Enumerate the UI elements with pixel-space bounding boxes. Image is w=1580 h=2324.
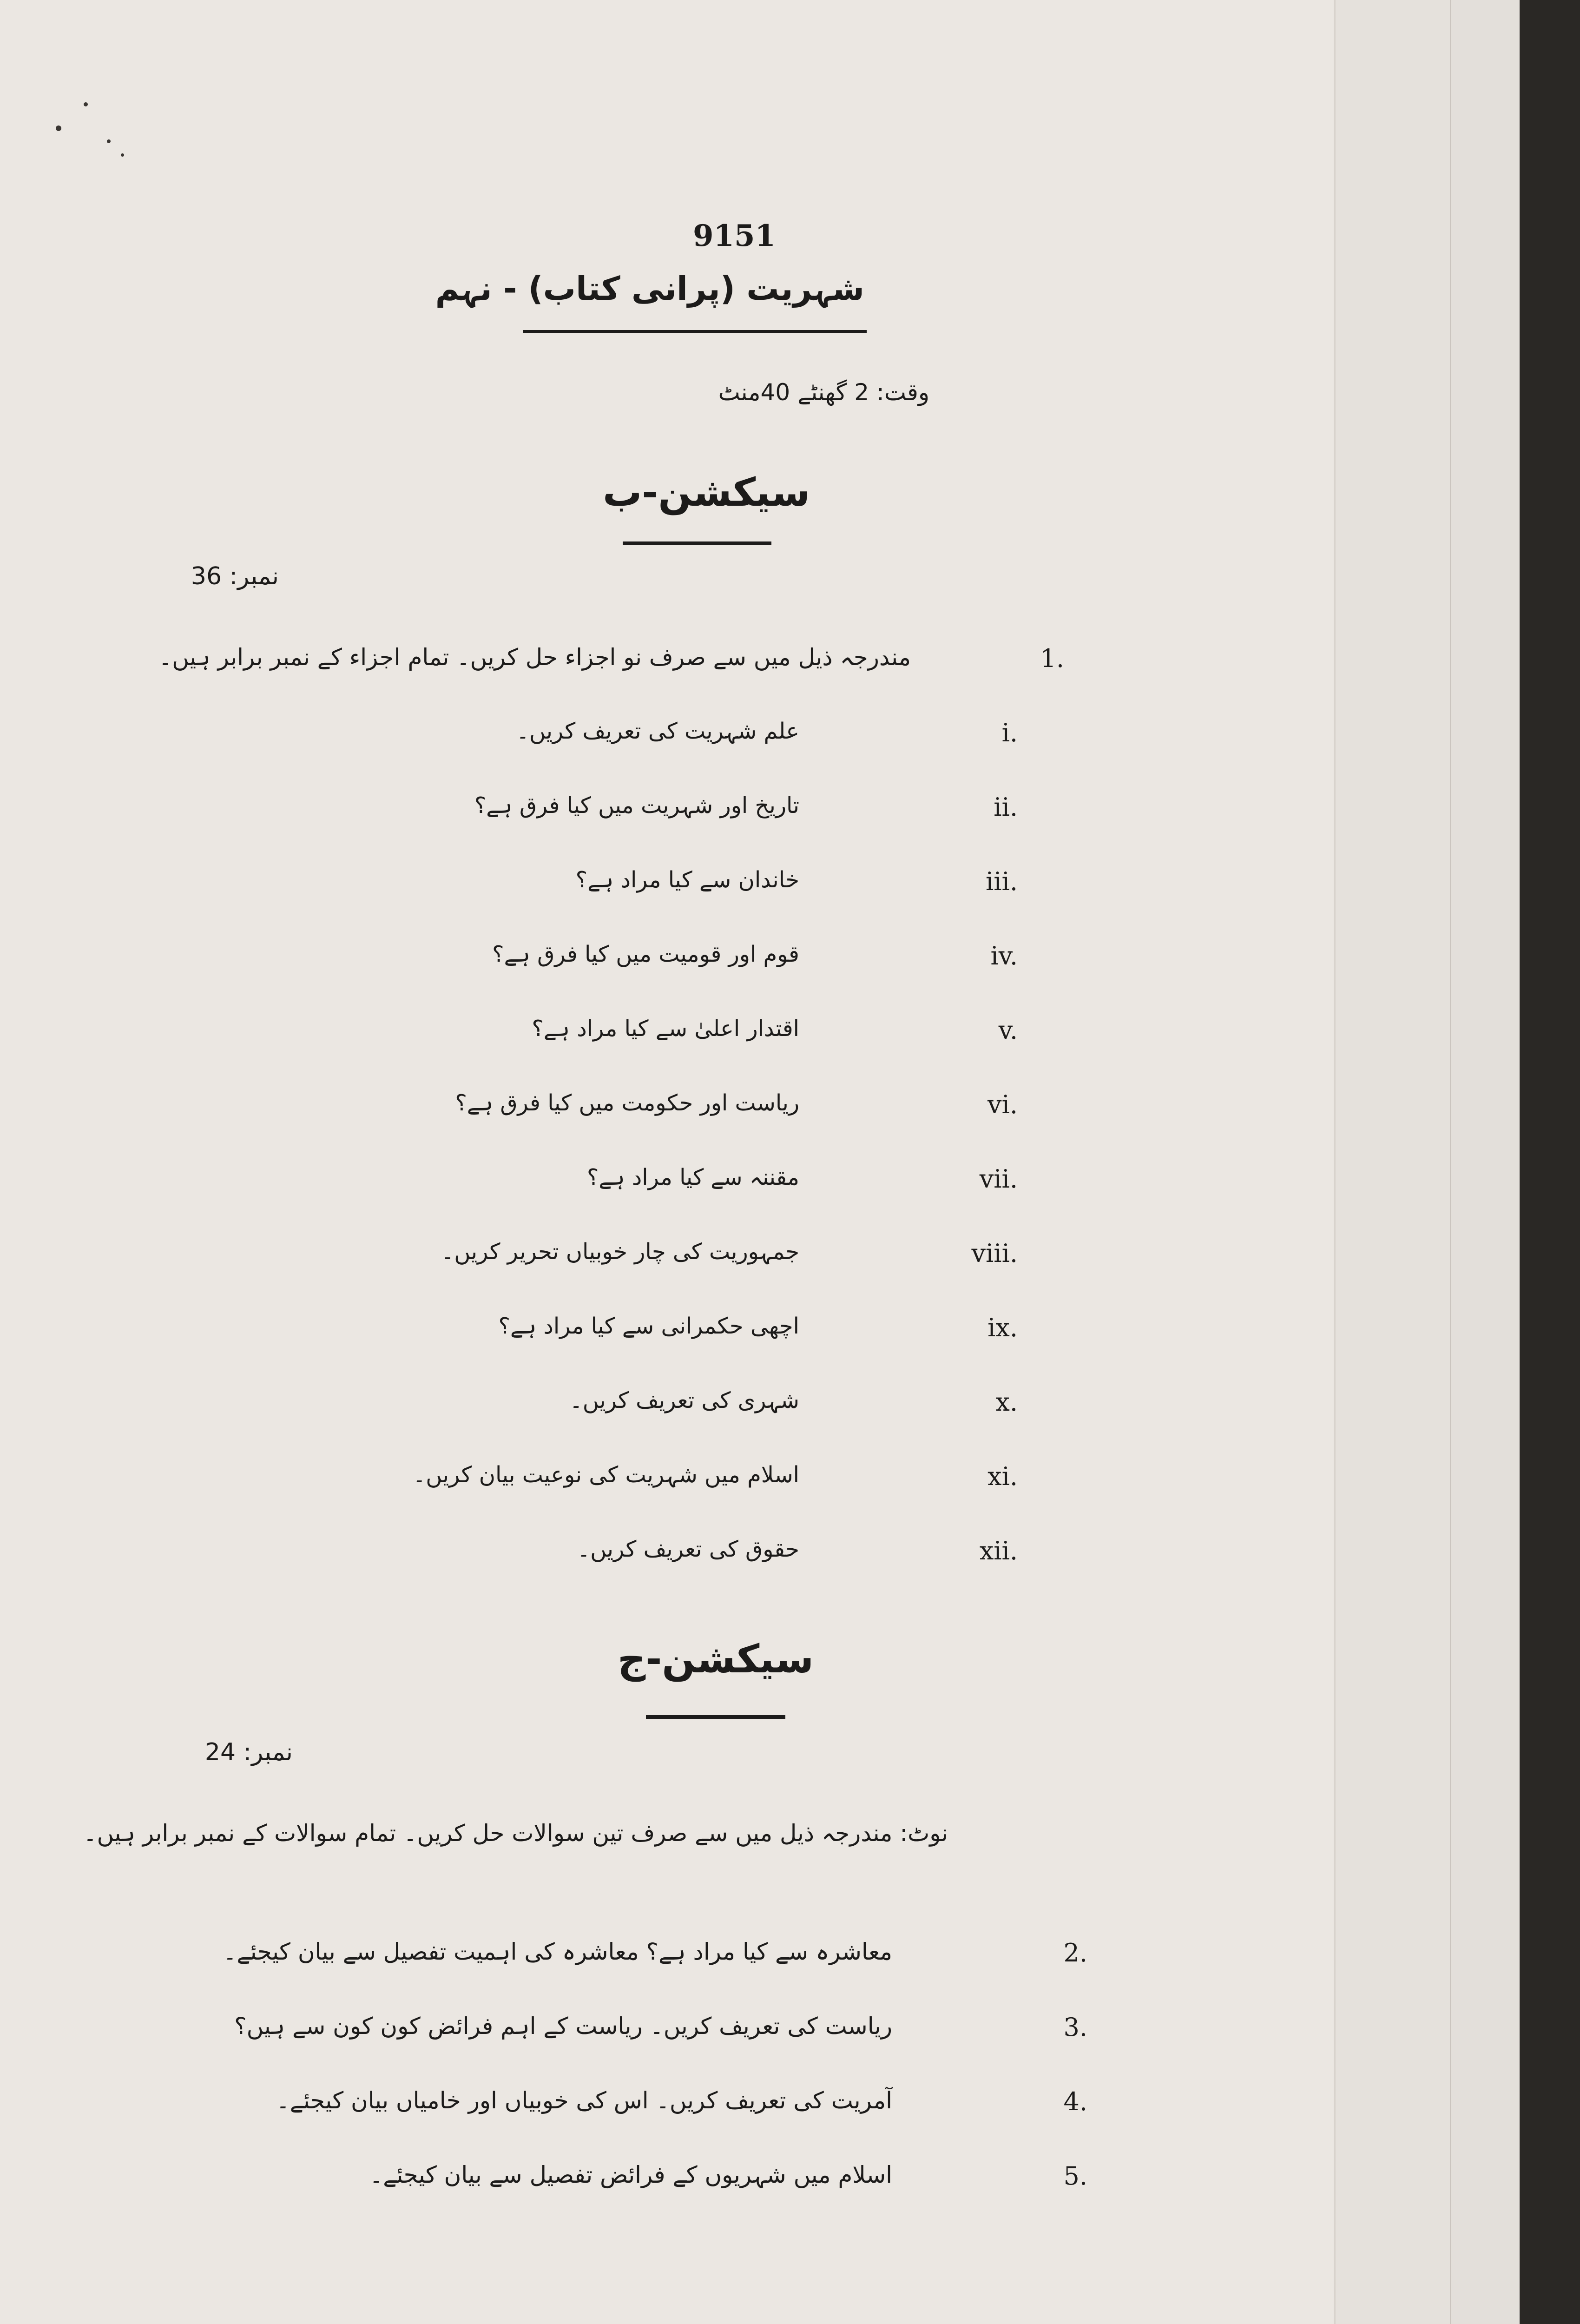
paper-speck	[56, 125, 61, 131]
part-number: viii.	[971, 1239, 1018, 1268]
part-number: v.	[998, 1016, 1018, 1045]
section-c-note: نوٹ: مندرجہ ذیل میں سے صرف تین سوالات حل کریں۔ تمام سوالات کے نمبر برابر ہیں۔	[83, 1820, 948, 1847]
question-text: ریاست کی تعریف کریں۔ ریاست کے اہم فرائض کون کون سے ہیں؟	[234, 2013, 892, 2040]
part-number: vii.	[979, 1164, 1018, 1194]
question-1-number: 1.	[1040, 644, 1064, 673]
part-number: xii.	[979, 1536, 1018, 1565]
part-text: جمہوریت کی چار خوبیاں تحریر کریں۔	[441, 1239, 799, 1265]
paper-speck	[121, 153, 124, 157]
question-text: معاشرہ سے کیا مراد ہے؟ معاشرہ کی اہمیت تفصیل سے بیان کیجئے۔	[223, 1938, 892, 1965]
part-number: ix.	[988, 1313, 1018, 1342]
part-number: vi.	[988, 1090, 1018, 1119]
paper-code: 9151	[692, 218, 776, 253]
question-text: آمریت کی تعریف کریں۔ اس کی خوبیاں اور خامیاں بیان کیجئے۔	[276, 2087, 892, 2114]
section-b-marks: نمبر: 36	[191, 562, 279, 590]
part-number: x.	[995, 1387, 1018, 1417]
part-text: تاریخ اور شہریت میں کیا فرق ہے؟	[474, 792, 799, 819]
part-number: i.	[1001, 718, 1018, 747]
underlying-page-edge	[1450, 0, 1520, 2324]
part-text: شہری کی تعریف کریں۔	[569, 1387, 799, 1413]
paper-speck	[84, 102, 88, 106]
section-b-underline	[623, 541, 771, 545]
part-text: اسلام میں شہریت کی نوعیت بیان کریں۔	[413, 1462, 799, 1488]
section-c-marks: نمبر: 24	[204, 1738, 293, 1766]
question-number: 5.	[1063, 2161, 1087, 2191]
question-number: 4.	[1063, 2087, 1087, 2116]
part-text: حقوق کی تعریف کریں۔	[577, 1536, 799, 1562]
part-number: iv.	[990, 941, 1018, 971]
part-text: اچھی حکمرانی سے کیا مراد ہے؟	[498, 1313, 799, 1339]
section-c-heading: سیکشن-ج	[617, 1636, 814, 1682]
part-text: علم شہریت کی تعریف کریں۔	[516, 718, 799, 744]
paper-edge	[1334, 0, 1450, 2324]
part-text: اقتدار اعلیٰ سے کیا مراد ہے؟	[532, 1016, 799, 1042]
scan-border	[1520, 0, 1580, 2324]
part-text: قوم اور قومیت میں کیا فرق ہے؟	[492, 941, 799, 967]
section-c-underline	[646, 1715, 785, 1719]
question-number: 3.	[1063, 2013, 1087, 2042]
question-1-instruction: مندرجہ ذیل میں سے صرف نو اجزاء حل کریں۔ تمام اجزاء کے نمبر برابر ہیں۔	[158, 644, 911, 671]
question-text: اسلام میں شہریوں کے فرائض تفصیل سے بیان کیجئے۔	[369, 2161, 892, 2188]
section-b-heading: سیکشن-ب	[602, 469, 810, 515]
time-allowed: وقت: 2 گھنٹے 40منٹ	[718, 379, 929, 406]
title-underline	[523, 330, 867, 333]
part-text: مقننہ سے کیا مراد ہے؟	[586, 1164, 799, 1190]
question-number: 2.	[1063, 1938, 1087, 1967]
paper-speck	[107, 139, 111, 143]
part-number: xi.	[988, 1462, 1018, 1491]
part-number: iii.	[986, 867, 1018, 896]
part-text: خاندان سے کیا مراد ہے؟	[575, 867, 799, 893]
part-text: ریاست اور حکومت میں کیا فرق ہے؟	[455, 1090, 799, 1116]
paper-title: شہریت (پرانی کتاب) - نہم	[435, 270, 864, 308]
part-number: ii.	[994, 792, 1018, 822]
